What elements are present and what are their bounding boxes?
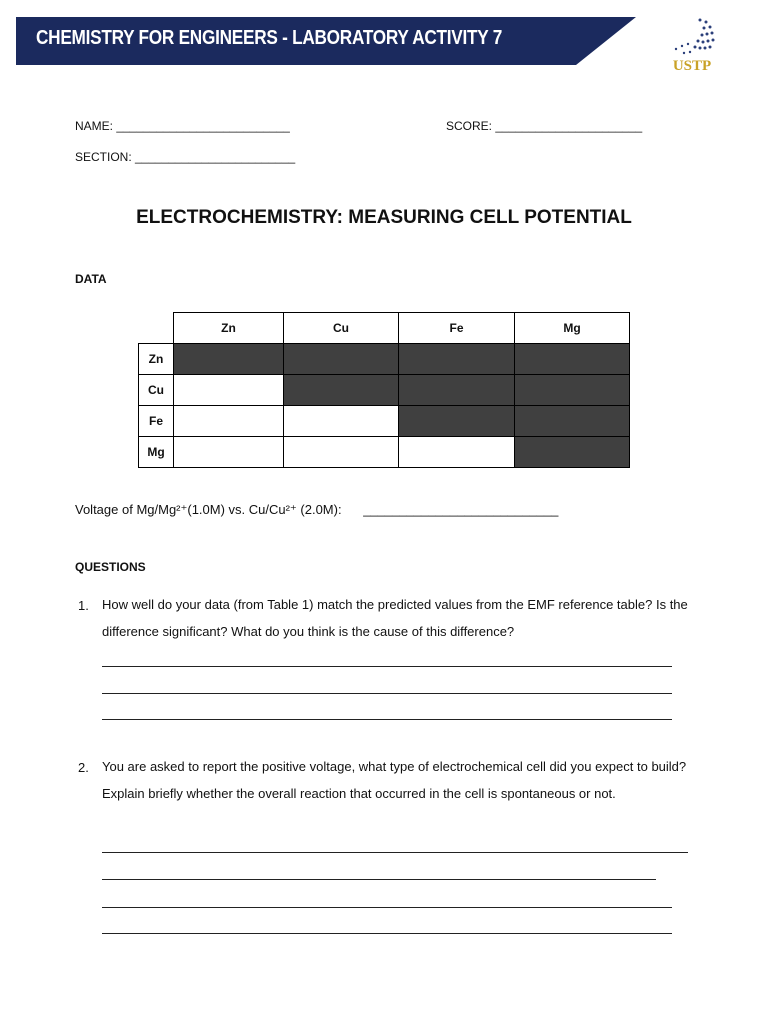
table-cell (174, 344, 284, 375)
voltage-label: Voltage of Mg/Mg²⁺(1.0M) vs. Cu/Cu²⁺ (2.0M): (75, 502, 342, 517)
column-header: Cu (284, 313, 399, 344)
column-header: Mg (515, 313, 630, 344)
header-banner (16, 17, 636, 65)
table-cell[interactable] (284, 406, 399, 437)
question-2-text: You are asked to report the positive voltage, what type of electrochemical cell did you expect to build? Explain briefly whether the overall reaction that occurred in the cell is spontaneous or not. (102, 759, 687, 801)
column-header: Zn (174, 313, 284, 344)
questions-label: QUESTIONS (75, 560, 146, 574)
table-row (139, 437, 630, 468)
answer-line[interactable] (102, 933, 672, 934)
logo-text: USTP (672, 58, 712, 74)
section-field: SECTION: ________________________ (75, 150, 296, 164)
table-corner (139, 313, 174, 344)
row-header: Zn (139, 344, 174, 375)
row-header: Fe (139, 406, 174, 437)
table-row (139, 406, 630, 437)
logo-dots-icon (660, 14, 724, 62)
voltage-row (75, 502, 558, 518)
data-label: DATA (75, 272, 107, 286)
table-cell[interactable] (174, 406, 284, 437)
score-field: SCORE: ______________________ (446, 119, 643, 133)
banner-title: CHEMISTRY FOR ENGINEERS - LABORATORY ACTIVITY 7 (36, 27, 503, 49)
table-cell (399, 406, 515, 437)
table-row (139, 375, 630, 406)
ustp-logo (660, 14, 724, 88)
table-cell[interactable] (174, 375, 284, 406)
table-cell[interactable] (174, 437, 284, 468)
table-cell (399, 344, 515, 375)
table-header-row (139, 313, 630, 344)
voltage-answer-blank[interactable]: ___________________________ (363, 502, 559, 517)
answer-line[interactable] (102, 693, 672, 694)
name-field: NAME: __________________________ (75, 119, 290, 133)
column-header: Fe (399, 313, 515, 344)
table-cell (399, 375, 515, 406)
table-cell (515, 375, 630, 406)
table-cell (284, 344, 399, 375)
table-cell[interactable] (399, 437, 515, 468)
table-cell (284, 375, 399, 406)
table-cell (515, 344, 630, 375)
question-2-number: 2. (78, 760, 89, 775)
data-table (138, 312, 630, 468)
table-row (139, 344, 630, 375)
answer-line[interactable] (102, 719, 672, 720)
question-1-text: How well do your data (from Table 1) match the predicted values from the EMF reference table? Is the difference significant? What do you think is the cause of this difference? (102, 597, 688, 639)
answer-line[interactable] (102, 666, 672, 667)
table-cell (515, 406, 630, 437)
answer-line[interactable] (102, 879, 656, 880)
question-1-number: 1. (78, 598, 89, 613)
answer-line[interactable] (102, 852, 688, 853)
row-header: Cu (139, 375, 174, 406)
row-header: Mg (139, 437, 174, 468)
table-cell[interactable] (284, 437, 399, 468)
page-title: ELECTROCHEMISTRY: MEASURING CELL POTENTIAL (136, 207, 632, 228)
answer-line[interactable] (102, 907, 672, 908)
table-cell (515, 437, 630, 468)
